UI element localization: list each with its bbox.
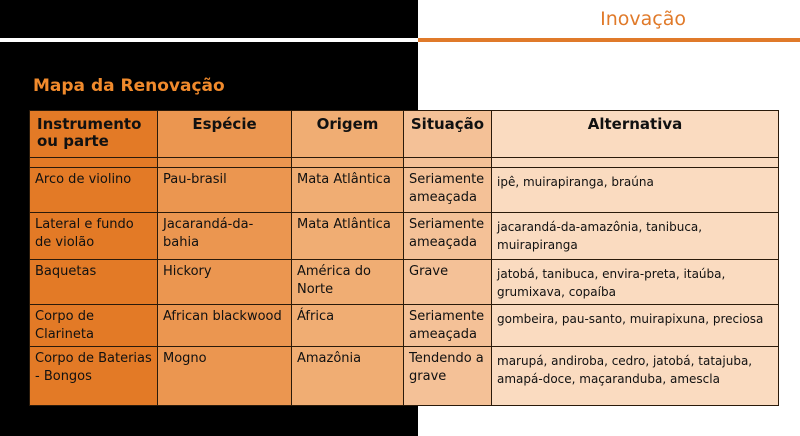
alternative-cell: jatobá, tanibuca, envira-preta, itaúba, grumixava, copaíba bbox=[492, 260, 779, 305]
instrument-cell: Corpo de Baterias - Bongos bbox=[30, 347, 158, 406]
header-divider-left bbox=[0, 38, 418, 42]
column-header-instrument: Instrumento ou parte bbox=[30, 111, 158, 158]
alternative-cell: jacarandá-da-amazônia, tanibuca, muirapiranga bbox=[492, 213, 779, 260]
species-cell: Mogno bbox=[158, 347, 292, 406]
table-row bbox=[30, 168, 779, 213]
origin-cell: África bbox=[292, 305, 404, 347]
spacer-cell bbox=[30, 158, 158, 168]
column-header-status: Situação bbox=[404, 111, 492, 158]
alternative-cell: ipê, muirapiranga, braúna bbox=[492, 168, 779, 213]
table-spacer-row bbox=[30, 158, 779, 168]
alternative-cell: marupá, andiroba, cedro, jatobá, tatajuba, amapá-doce, maçaranduba, amescla bbox=[492, 347, 779, 406]
instrument-cell: Corpo de Clarineta bbox=[30, 305, 158, 347]
alternative-cell: gombeira, pau-santo, muirapixuna, preciosa bbox=[492, 305, 779, 347]
origin-cell: Amazônia bbox=[292, 347, 404, 406]
status-cell: Seriamente ameaçada bbox=[404, 305, 492, 347]
column-header-alternative: Alternativa bbox=[492, 111, 779, 158]
status-cell: Seriamente ameaçada bbox=[404, 213, 492, 260]
species-cell: Hickory bbox=[158, 260, 292, 305]
section-title: Inovação bbox=[600, 8, 686, 30]
instrument-cell: Lateral e fundo de violão bbox=[30, 213, 158, 260]
table-row bbox=[30, 260, 779, 305]
spacer-cell bbox=[492, 158, 779, 168]
instrument-cell: Baquetas bbox=[30, 260, 158, 305]
instrument-cell: Arco de violino bbox=[30, 168, 158, 213]
map-title: Mapa da Renovação bbox=[33, 76, 225, 96]
spacer-cell bbox=[404, 158, 492, 168]
spacer-cell bbox=[292, 158, 404, 168]
status-cell: Grave bbox=[404, 260, 492, 305]
species-cell: Jacarandá-da-bahia bbox=[158, 213, 292, 260]
origin-cell: Mata Atlântica bbox=[292, 168, 404, 213]
renovation-table bbox=[29, 110, 779, 406]
table-row bbox=[30, 305, 779, 347]
origin-cell: Mata Atlântica bbox=[292, 213, 404, 260]
table-row bbox=[30, 213, 779, 260]
status-cell: Seriamente ameaçada bbox=[404, 168, 492, 213]
column-header-species: Espécie bbox=[158, 111, 292, 158]
status-cell: Tendendo a grave bbox=[404, 347, 492, 406]
species-cell: African blackwood bbox=[158, 305, 292, 347]
origin-cell: América do Norte bbox=[292, 260, 404, 305]
table-row bbox=[30, 347, 779, 406]
table-header-row bbox=[30, 111, 779, 158]
species-cell: Pau-brasil bbox=[158, 168, 292, 213]
spacer-cell bbox=[158, 158, 292, 168]
header-divider-line bbox=[418, 38, 800, 42]
column-header-origin: Origem bbox=[292, 111, 404, 158]
